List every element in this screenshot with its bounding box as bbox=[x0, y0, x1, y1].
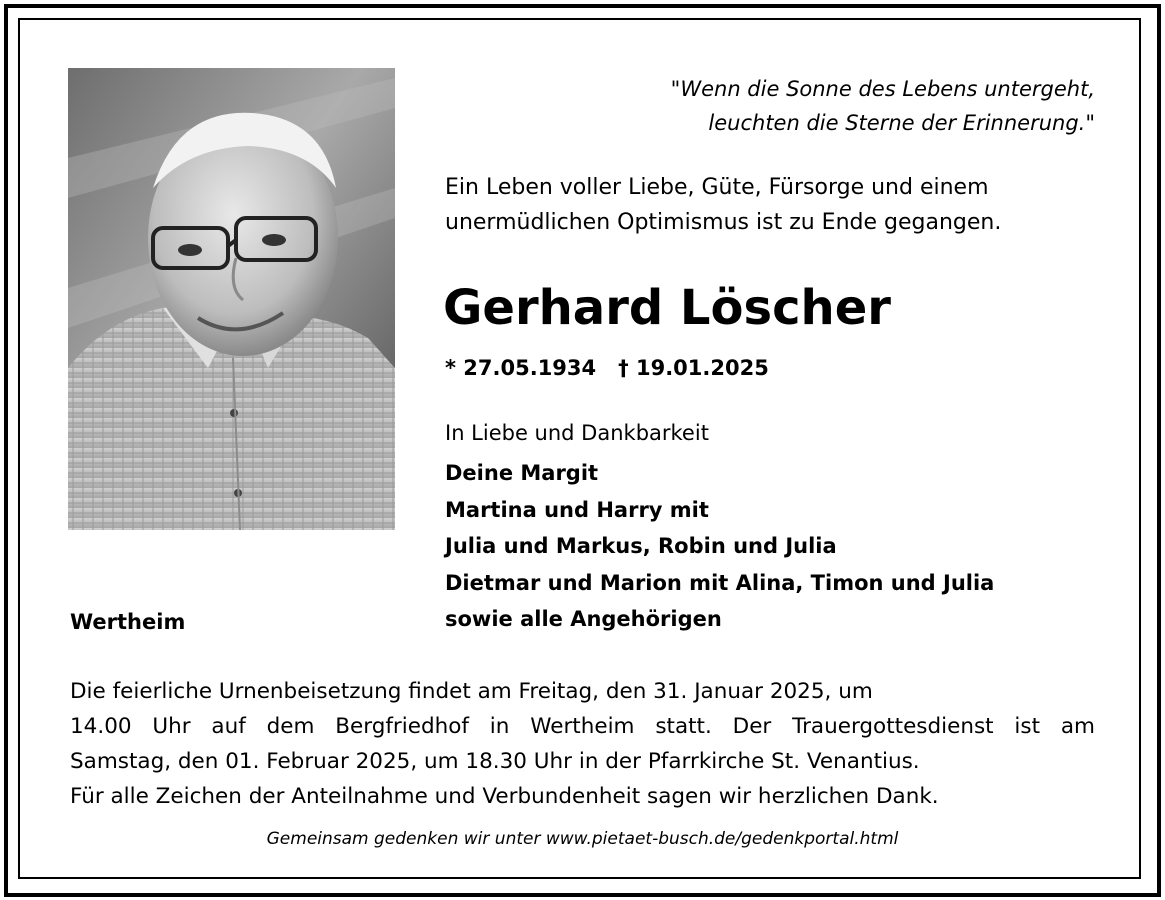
memorial-portal-note: Gemeinsam gedenken wir unter www.pietaet-busch.de/gedenkportal.html bbox=[266, 829, 899, 849]
deceased-name: Gerhard Löscher bbox=[443, 280, 891, 336]
gratitude-line: In Liebe und Dankbarkeit bbox=[445, 421, 709, 445]
mourner-line: Dietmar und Marion mit Alina, Timon und Julia bbox=[445, 570, 995, 595]
mourner-line: Julia und Markus, Robin und Julia bbox=[445, 534, 837, 558]
mourner-line: Deine Margit bbox=[445, 461, 599, 485]
ceremony-line-4: Für alle Zeichen der Anteilnahme und Verbundenheit sagen wir herzlichen Dank. bbox=[70, 784, 939, 809]
life-dates bbox=[445, 352, 769, 384]
ceremony-line-1: Die feierliche Urnenbeisetzung findet am Freitag, den 31. Januar 2025, um bbox=[70, 679, 873, 704]
ceremony-line-3: Samstag, den 01. Februar 2025, um 18.30 Uhr in der Pfarrkirche St. Venantius. bbox=[70, 749, 920, 774]
death-date: † 19.01.2025 bbox=[618, 356, 769, 380]
quote-line-1: "Wenn die Sonne des Lebens untergeht, bbox=[670, 77, 1095, 101]
mourner-line: sowie alle Angehörigen bbox=[445, 607, 722, 631]
epigraph-quote bbox=[395, 72, 1095, 140]
birth-date: * 27.05.1934 bbox=[445, 356, 597, 380]
intro-line-2: unermüdlichen Optimismus ist zu Ende gegangen. bbox=[445, 210, 1002, 235]
ceremony-line-2: 14.00 Uhr auf dem Bergfriedhof in Wertheim statt. Der Trauergottesdienst ist am bbox=[70, 714, 1095, 739]
mourner-line: Martina und Harry mit bbox=[445, 497, 709, 522]
intro-line-1: Ein Leben voller Liebe, Güte, Fürsorge und einem bbox=[445, 175, 989, 200]
mourners-list bbox=[445, 455, 994, 638]
ceremony-text bbox=[70, 674, 1095, 814]
portrait-photo bbox=[68, 68, 395, 530]
place-name: Wertheim bbox=[70, 610, 186, 634]
portrait-illustration bbox=[68, 68, 395, 530]
quote-line-2: leuchten die Sterne der Erinnerung." bbox=[708, 111, 1095, 135]
intro-text bbox=[445, 170, 1125, 240]
